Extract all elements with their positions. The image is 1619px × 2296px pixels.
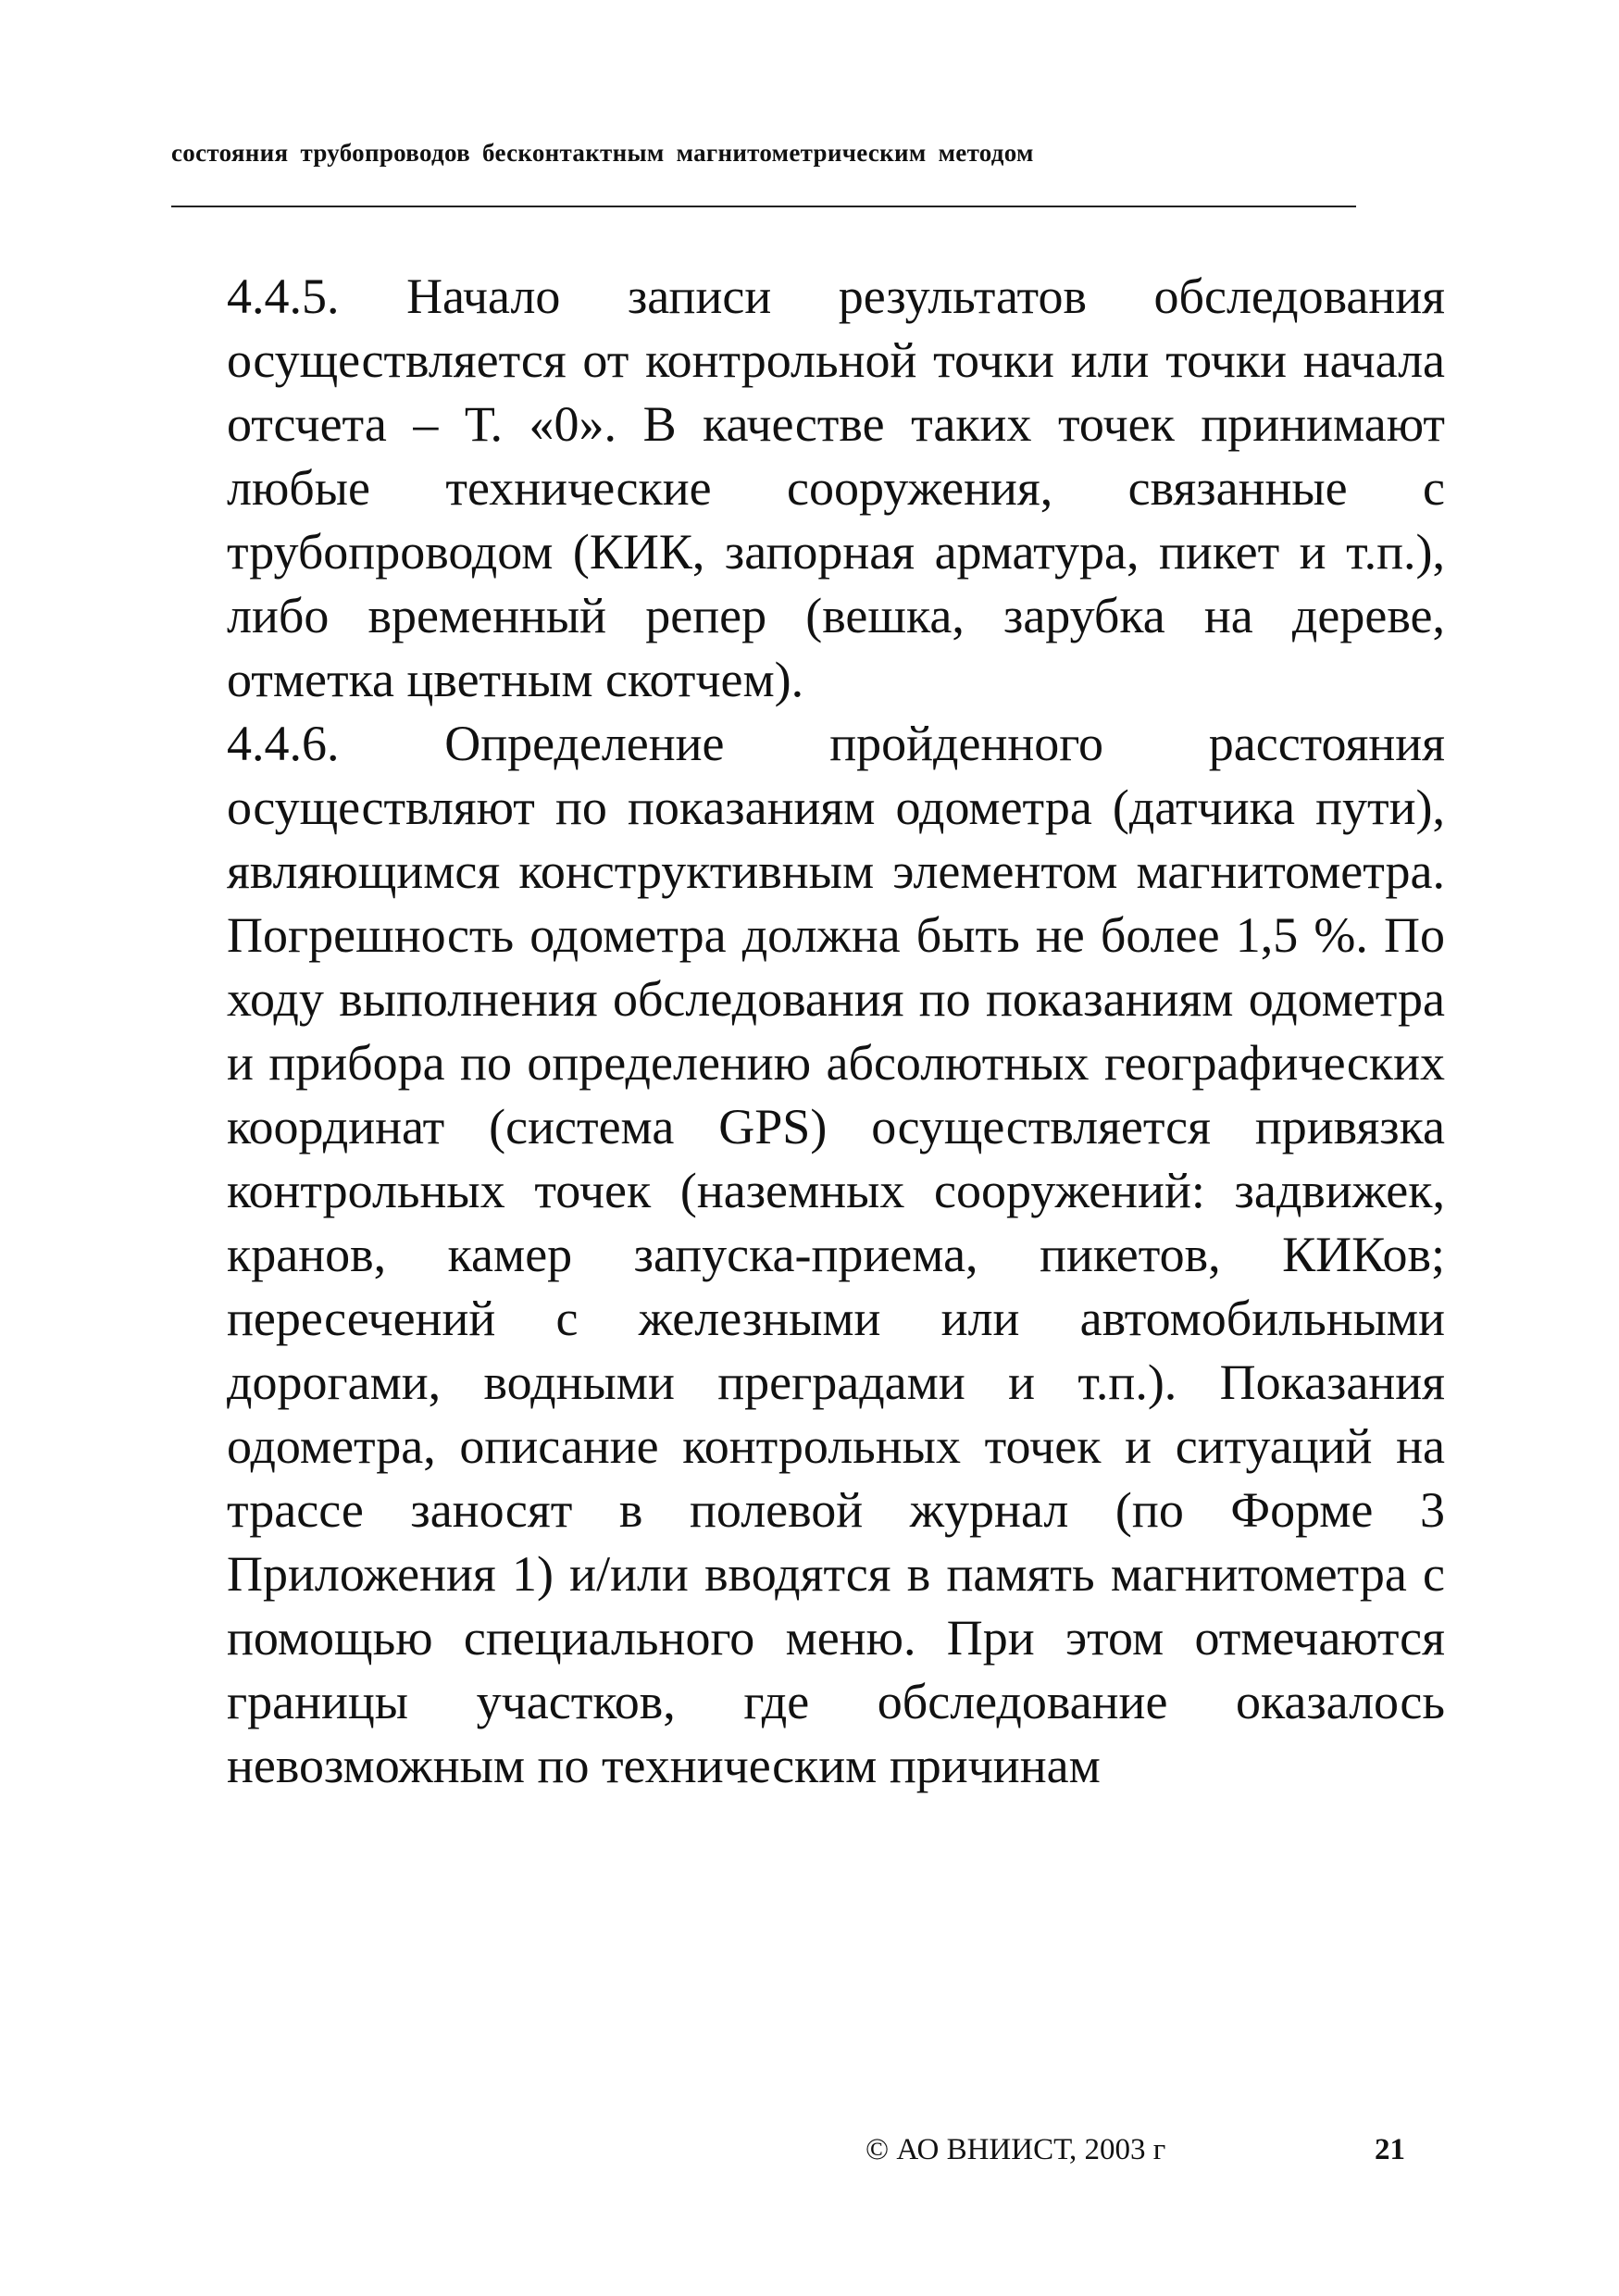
running-header: состояния трубопроводов бесконтактным магнитометрическим методом [171, 139, 1034, 167]
header-divider [171, 206, 1356, 207]
paragraph-4-4-5 [227, 265, 1445, 712]
paragraph-text: Определение пройденного расстояния осуществляют по показаниям одометра (датчика пути), являющимся конструктивным элементом магнитометра. Погрешность одометра должна быть не более 1,5 %. По ходу выполнения обследования по показаниям одометра и прибора по определению абсолютных географических координат (система GPS) осуществляется привязка контрольных точек (наземных сооружений: задвижек, кранов, камер запуска-приема, пикетов, КИКов; пересечений с железными или автомобильными дорогами, водными преградами и т.п.). Показания одометра, описание контрольных точек и ситуаций на трассе заносят в полевой журнал (по Форме 3 Приложения 1) и/или вводятся в память магнитометра с помощью специального меню. При этом отмечаются границы участков, где обследование оказалось невозможным по техническим причинам [227, 716, 1445, 1793]
paragraph-number: 4.4.5. [227, 268, 340, 324]
footer-copyright: © АО ВНИИСТ, 2003 г [866, 2133, 1166, 2166]
paragraph-4-4-6 [227, 712, 1445, 1798]
paragraph-text: Начало записи результатов обследования осуществляется от контрольной точки или точки начала отсчета – Т. «0». В качестве таких точек принимают любые технические сооружения, связанные с трубопроводом (КИК, запорная арматура, пикет и т.п.), либо временный репер (вешка, зарубка на дереве, отметка цветным скотчем). [227, 268, 1446, 707]
body-text [227, 265, 1445, 1798]
paragraph-number: 4.4.6. [227, 716, 340, 771]
page-number: 21 [1375, 2133, 1405, 2166]
